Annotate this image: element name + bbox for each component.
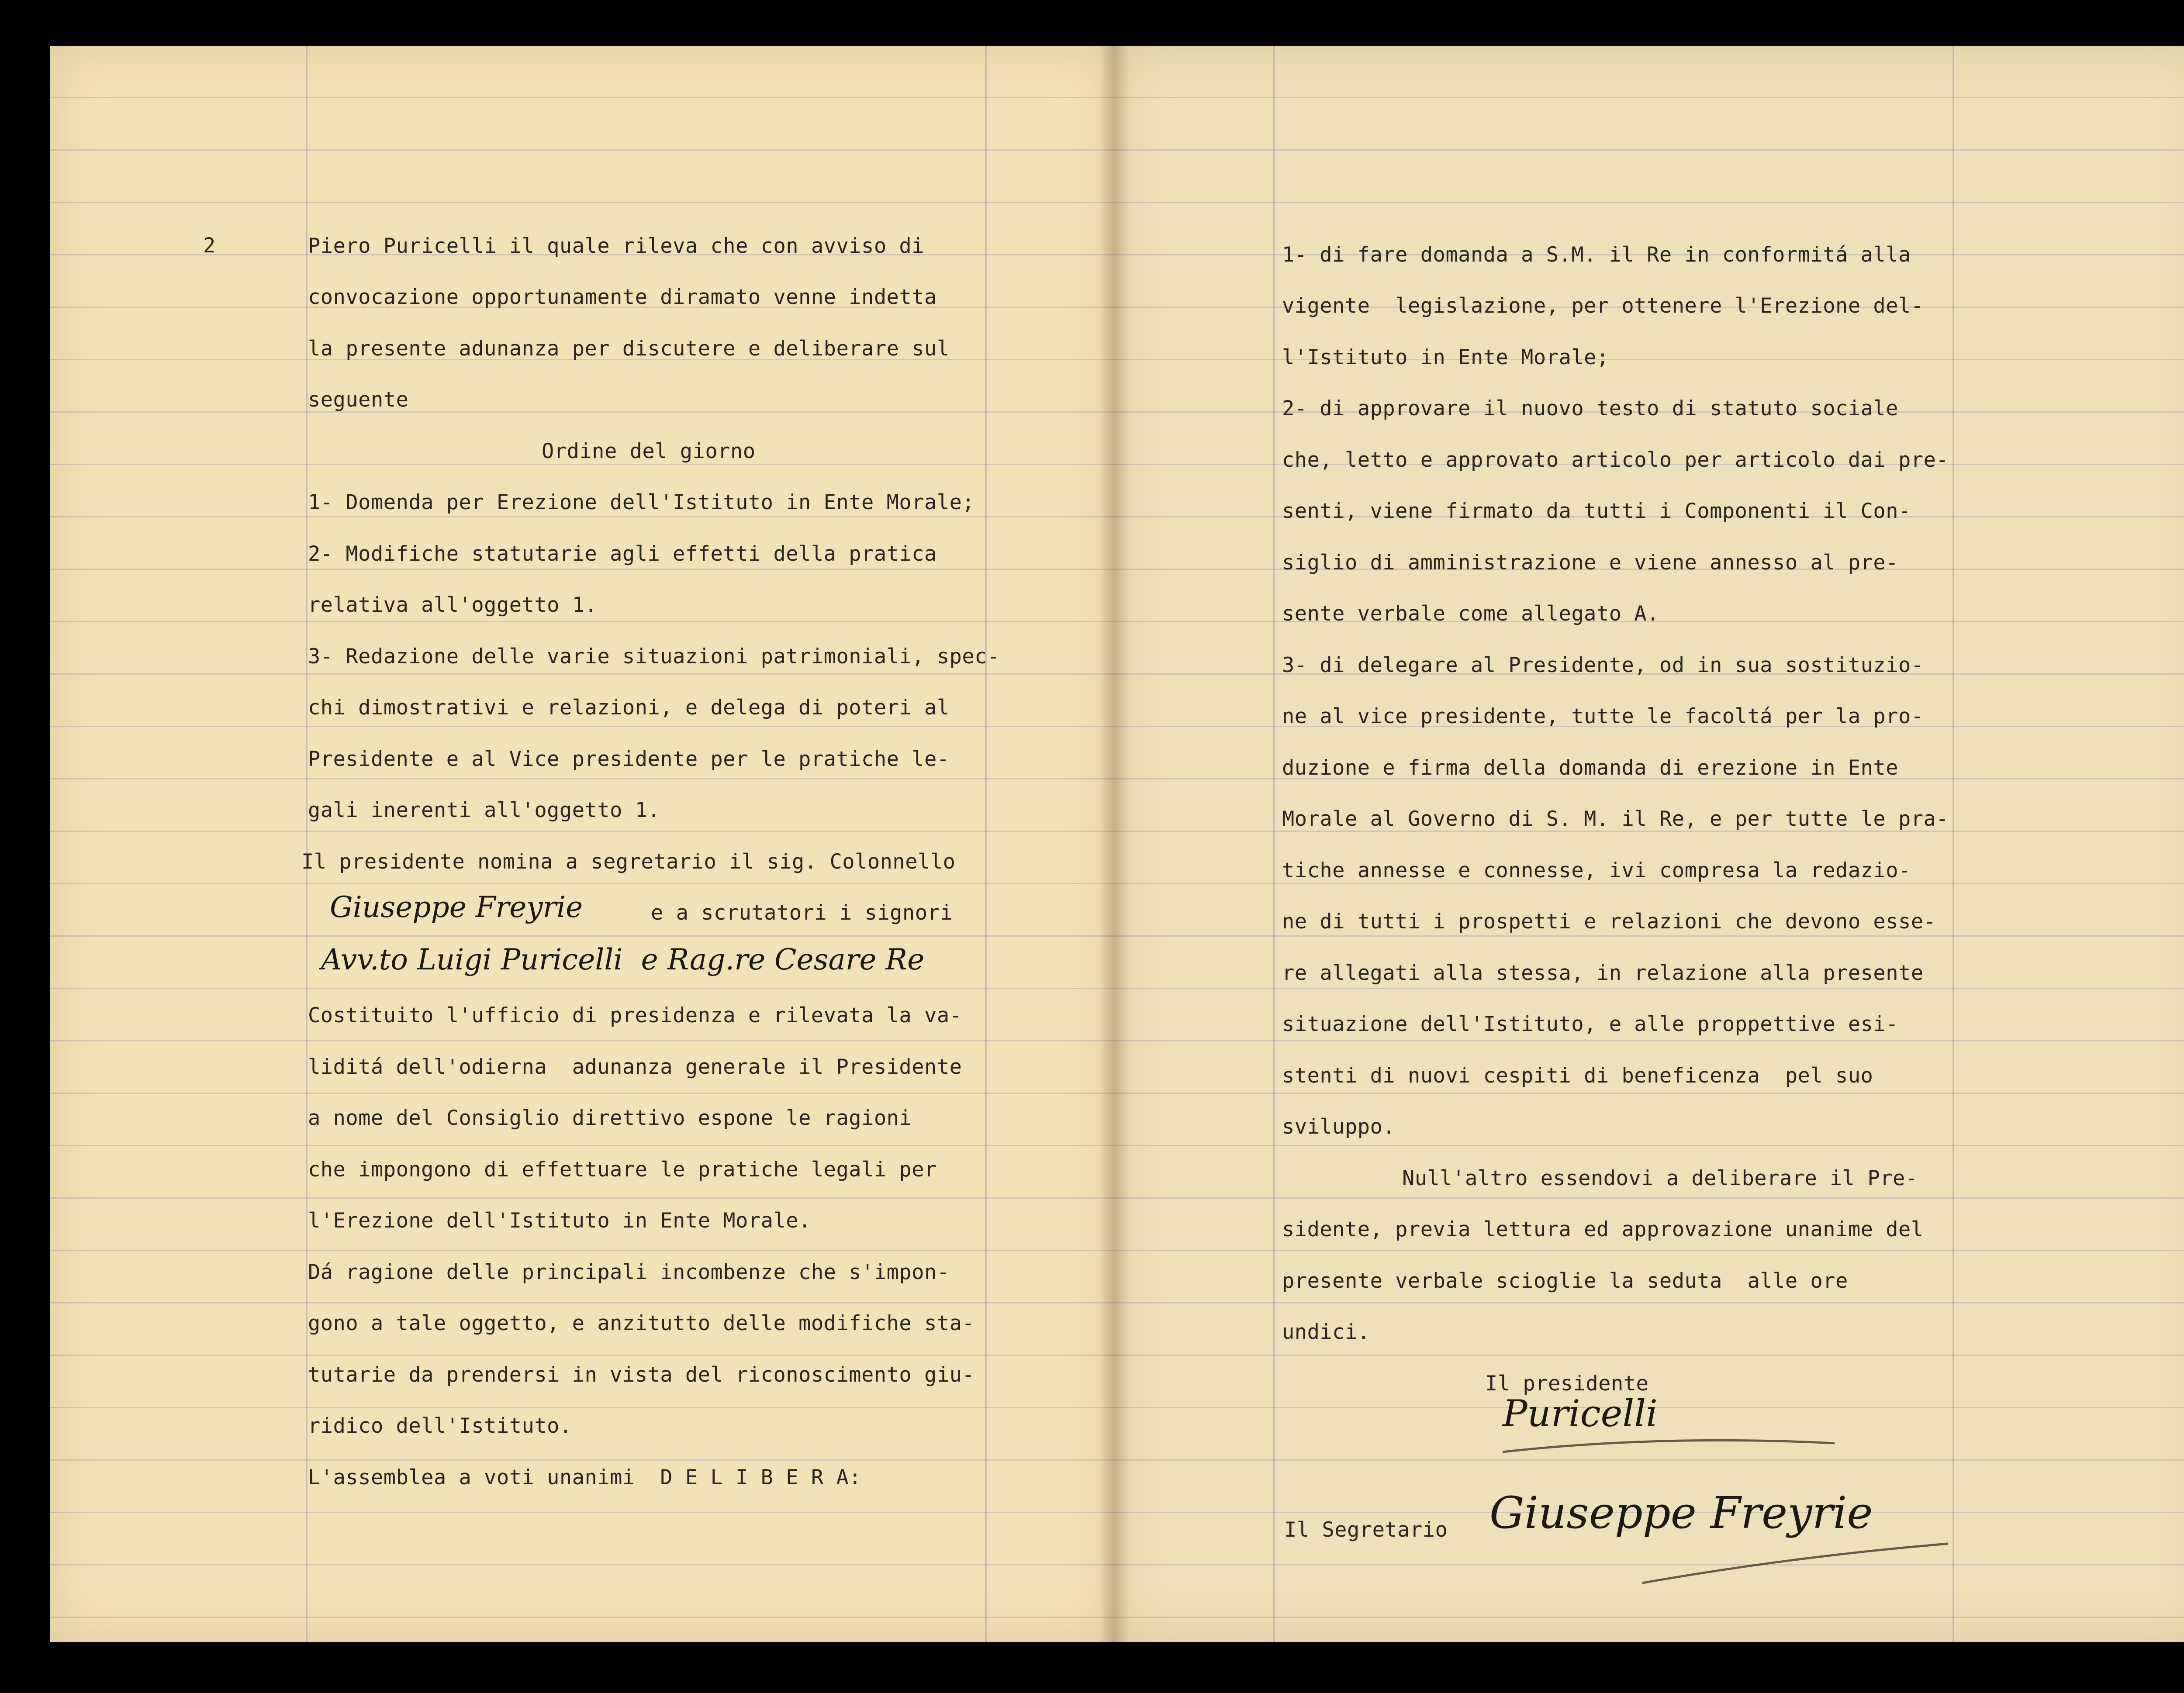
handwritten-scrutators: Avv.to Luigi Puricelli e Rag.re Cesare Re [321,943,925,976]
text-line: 1- Domenda per Erezione dell'Istituto in Ente Morale; [308,490,975,514]
text-line: Il presidente nomina a segretario il sig. Colonnello [301,850,956,874]
text-line: convocazione opportunamente diramato venne indetta [308,285,937,309]
text-line: Dá ragione delle principali incombenze che s'impon- [308,1260,950,1284]
margin-rule [1952,46,1954,1642]
text-line: sente verbale come allegato A. [1282,602,1659,626]
text-line: 2- di approvare il nuovo testo di statuto sociale [1282,397,1899,421]
agenda-heading: Ordine del giorno [542,439,756,463]
text-line: che impongono di effettuare le pratiche legali per [308,1158,937,1182]
text-line: undici. [1282,1320,1370,1344]
text-line: re allegati alla stessa, in relazione alla presente [1282,961,1924,985]
text-line: Presidente e al Vice presidente per le pratiche le- [308,747,950,771]
text-line: ridico dell'Istituto. [308,1414,572,1438]
text-line: l'Erezione dell'Istituto in Ente Morale. [308,1209,811,1233]
text-line: tutarie da prendersi in vista del riconoscimento giu- [308,1363,975,1387]
text-line: sidente, previa lettura ed approvazione unanime del [1282,1217,1924,1241]
text-line: liditá dell'odierna adunanza generale il Presidente [308,1055,962,1079]
text-line: presente verbale scioglie la seduta alle ore [1282,1269,1848,1293]
right-page [1114,46,2184,1642]
text-line: l'Istituto in Ente Morale; [1282,345,1609,369]
text-line: duzione e firma della domanda di erezione in Ente [1282,756,1899,780]
text-line: Costituito l'ufficio di presidenza e rilevata la va- [308,1003,962,1028]
text-line: L'assemblea a voti unanimi D E L I B E R A: [308,1465,862,1490]
text-line: 3- di delegare al Presidente, od in sua sostituzio- [1282,653,1924,677]
secretary-signature: Giuseppe Freyrie [1489,1487,1873,1538]
text-line: che, letto e approvato articolo per articolo dai pre- [1282,448,1949,472]
text-line: Morale al Governo di S. M. il Re, e per tutte le pra- [1282,807,1949,831]
margin-rule [1273,46,1275,1642]
text-line: senti, viene firmato da tutti i Componenti il Con- [1282,499,1911,523]
margin-rule [306,46,308,1642]
text-line: relativa all'oggetto 1. [308,593,598,617]
text-line: ne di tutti i prospetti e relazioni che devono esse- [1282,910,1936,934]
text-line: ne al vice presidente, tutte le facoltá per la pro- [1282,704,1924,728]
text-line: Piero Puricelli il quale rileva che con avviso di [308,234,925,258]
binding-gutter [1099,46,1129,1642]
text-line: stenti di nuovi cespiti di beneficenza pel suo [1282,1064,1873,1088]
text-line: tiche annesse e connesse, ivi compresa la redazio- [1282,859,1911,883]
handwritten-secretary-name: Giuseppe Freyrie [330,890,583,924]
text-line: 3- Redazione delle varie situazioni patrimoniali, spec- [308,645,1000,669]
text-line: siglio di amministrazione e viene annesso al pre- [1282,551,1899,575]
text-line: chi dimostrativi e relazioni, e delega di poteri al [308,696,950,720]
text-line: gali inerenti all'oggetto 1. [308,798,660,822]
text-line: sviluppo. [1282,1115,1396,1139]
text-line: gono a tale oggetto, e anzitutto delle modifiche sta- [308,1311,975,1335]
president-label: Il presidente [1485,1372,1649,1396]
text-line: vigente legislazione, per ottenere l'Erezione del- [1282,294,1924,318]
text-line: Null'altro essendovi a deliberare il Pre- [1402,1166,1918,1190]
signature-flourish [1485,1426,1966,1600]
text-line: situazione dell'Istituto, e alle proppettive esi- [1282,1012,1899,1036]
left-page [50,46,1114,1642]
text-line: e a scrutatori i signori [651,901,953,925]
text-line: 2- Modifiche statutarie agli effetti della pratica [308,542,937,566]
text-line: la presente adunanza per discutere e deliberare sul [308,337,950,361]
president-signature: Puricelli [1503,1392,1658,1435]
text-line: a nome del Consiglio direttivo espone le ragioni [308,1106,912,1130]
secretary-label: Il Segretario [1284,1518,1448,1542]
margin-rule [985,46,987,1642]
page-number: 2 [203,234,216,258]
text-line: seguente [308,388,409,412]
text-line: 1- di fare domanda a S.M. il Re in conformitá alla [1282,243,1911,267]
